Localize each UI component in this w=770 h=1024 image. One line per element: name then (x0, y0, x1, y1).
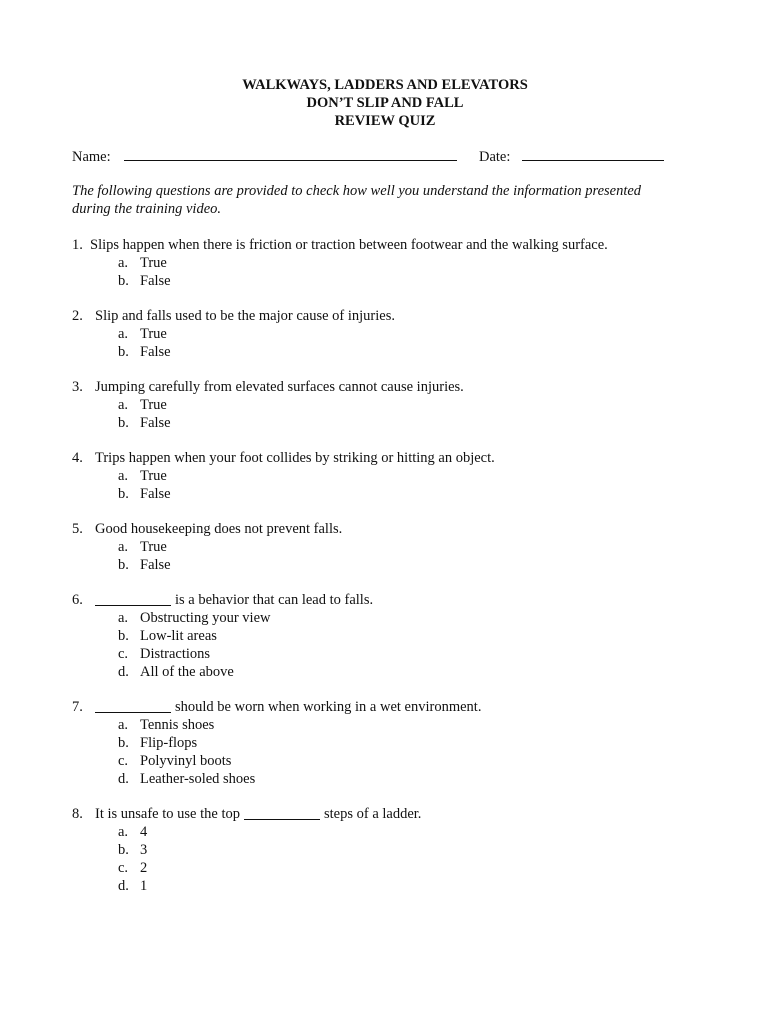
option-text: True (140, 255, 167, 271)
question-text: should be worn when working in a wet environment. (175, 699, 482, 715)
option-letter: a. (118, 326, 129, 342)
option-b[interactable] (118, 734, 692, 752)
option-letter: c. (118, 646, 129, 662)
question-text-before: It is unsafe to use the top (95, 806, 240, 822)
answer-blank[interactable] (95, 698, 171, 713)
option-letter: c. (118, 860, 129, 876)
option-letter: a. (118, 717, 129, 733)
option-text: Polyvinyl boots (140, 753, 232, 769)
option-text: Flip-flops (140, 735, 198, 751)
question-text: is a behavior that can lead to falls. (175, 592, 374, 608)
option-text: False (140, 557, 171, 573)
option-letter: a. (118, 255, 129, 271)
option-a[interactable] (118, 325, 692, 343)
option-letter: b. (118, 344, 129, 360)
option-a[interactable] (118, 716, 692, 734)
title-line-2: DON’T SLIP AND FALL (306, 95, 464, 111)
option-letter: a. (118, 610, 129, 626)
option-letter: a. (118, 468, 129, 484)
date-group (479, 146, 664, 166)
option-b[interactable] (118, 343, 692, 361)
option-letter: b. (118, 557, 129, 573)
question-number: 7. (72, 699, 83, 715)
option-text: False (140, 415, 171, 431)
answer-blank[interactable] (95, 591, 171, 606)
question-4 (72, 449, 692, 503)
question-number: 2. (72, 308, 83, 324)
option-text: True (140, 468, 167, 484)
question-text-after: steps of a ladder. (323, 806, 422, 822)
option-letter: b. (118, 842, 129, 858)
question-3 (72, 378, 692, 432)
option-text: 2 (140, 860, 148, 876)
option-b[interactable] (118, 627, 692, 645)
option-text: Distractions (140, 646, 211, 662)
option-letter: d. (118, 771, 129, 787)
question-1 (72, 236, 692, 290)
question-8 (72, 805, 692, 895)
name-label: Name: (72, 149, 111, 165)
question-2 (72, 307, 692, 361)
question-number: 1. (72, 237, 83, 253)
option-a[interactable] (118, 467, 692, 485)
option-letter: b. (118, 735, 129, 751)
date-blank[interactable] (522, 146, 664, 161)
question-5 (72, 520, 692, 574)
option-b[interactable] (118, 485, 692, 503)
option-text: 1 (140, 878, 148, 894)
question-text: Slips happen when there is friction or traction between footwear and the walking surface. (90, 237, 608, 253)
option-text: False (140, 486, 171, 502)
option-text: Tennis shoes (140, 717, 215, 733)
option-letter: a. (118, 824, 129, 840)
title-line-3: REVIEW QUIZ (334, 113, 436, 129)
option-letter: b. (118, 415, 129, 431)
question-number: 5. (72, 521, 83, 537)
option-letter: b. (118, 486, 129, 502)
option-text: 3 (140, 842, 148, 858)
option-text: Leather-soled shoes (140, 771, 256, 787)
option-text: True (140, 326, 167, 342)
option-letter: b. (118, 628, 129, 644)
question-text: Slip and falls used to be the major cause of injuries. (95, 308, 395, 324)
option-letter: a. (118, 397, 129, 413)
question-number: 8. (72, 806, 83, 822)
option-text: True (140, 397, 167, 413)
question-list (72, 236, 692, 912)
intro-text: The following questions are provided to check how well you understand the information presented during the training video. (72, 183, 642, 217)
option-c[interactable] (118, 752, 692, 770)
option-text: False (140, 273, 171, 289)
option-letter: c. (118, 753, 129, 769)
answer-blank[interactable] (244, 805, 320, 820)
option-b[interactable] (118, 841, 692, 859)
option-a[interactable] (118, 823, 692, 841)
option-a[interactable] (118, 254, 692, 272)
option-b[interactable] (118, 272, 692, 290)
question-number: 6. (72, 592, 83, 608)
option-d[interactable] (118, 877, 692, 895)
option-d[interactable] (118, 770, 692, 788)
option-text: Low-lit areas (140, 628, 217, 644)
question-number: 4. (72, 450, 83, 466)
option-d[interactable] (118, 663, 692, 681)
title-line-1: WALKWAYS, LADDERS AND ELEVATORS (242, 77, 528, 93)
option-text: False (140, 344, 171, 360)
question-6 (72, 591, 692, 681)
option-text: All of the above (140, 664, 234, 680)
option-letter: b. (118, 273, 129, 289)
name-blank[interactable] (124, 146, 457, 161)
option-c[interactable] (118, 645, 692, 663)
date-label: Date: (479, 149, 511, 165)
option-letter: d. (118, 664, 129, 680)
option-a[interactable] (118, 538, 692, 556)
option-text: True (140, 539, 167, 555)
option-c[interactable] (118, 859, 692, 877)
option-a[interactable] (118, 609, 692, 627)
name-date-row (72, 146, 672, 164)
question-text: Good housekeeping does not prevent falls. (95, 521, 343, 537)
question-number: 3. (72, 379, 83, 395)
option-b[interactable] (118, 556, 692, 574)
option-letter: a. (118, 539, 129, 555)
option-text: 4 (140, 824, 148, 840)
document-title (0, 76, 770, 130)
option-letter: d. (118, 878, 129, 894)
option-text: Obstructing your view (140, 610, 271, 626)
option-a[interactable] (118, 396, 692, 414)
question-text: Jumping carefully from elevated surfaces cannot cause injuries. (95, 379, 464, 395)
question-text: Trips happen when your foot collides by striking or hitting an object. (95, 450, 495, 466)
question-7 (72, 698, 692, 788)
option-b[interactable] (118, 414, 692, 432)
